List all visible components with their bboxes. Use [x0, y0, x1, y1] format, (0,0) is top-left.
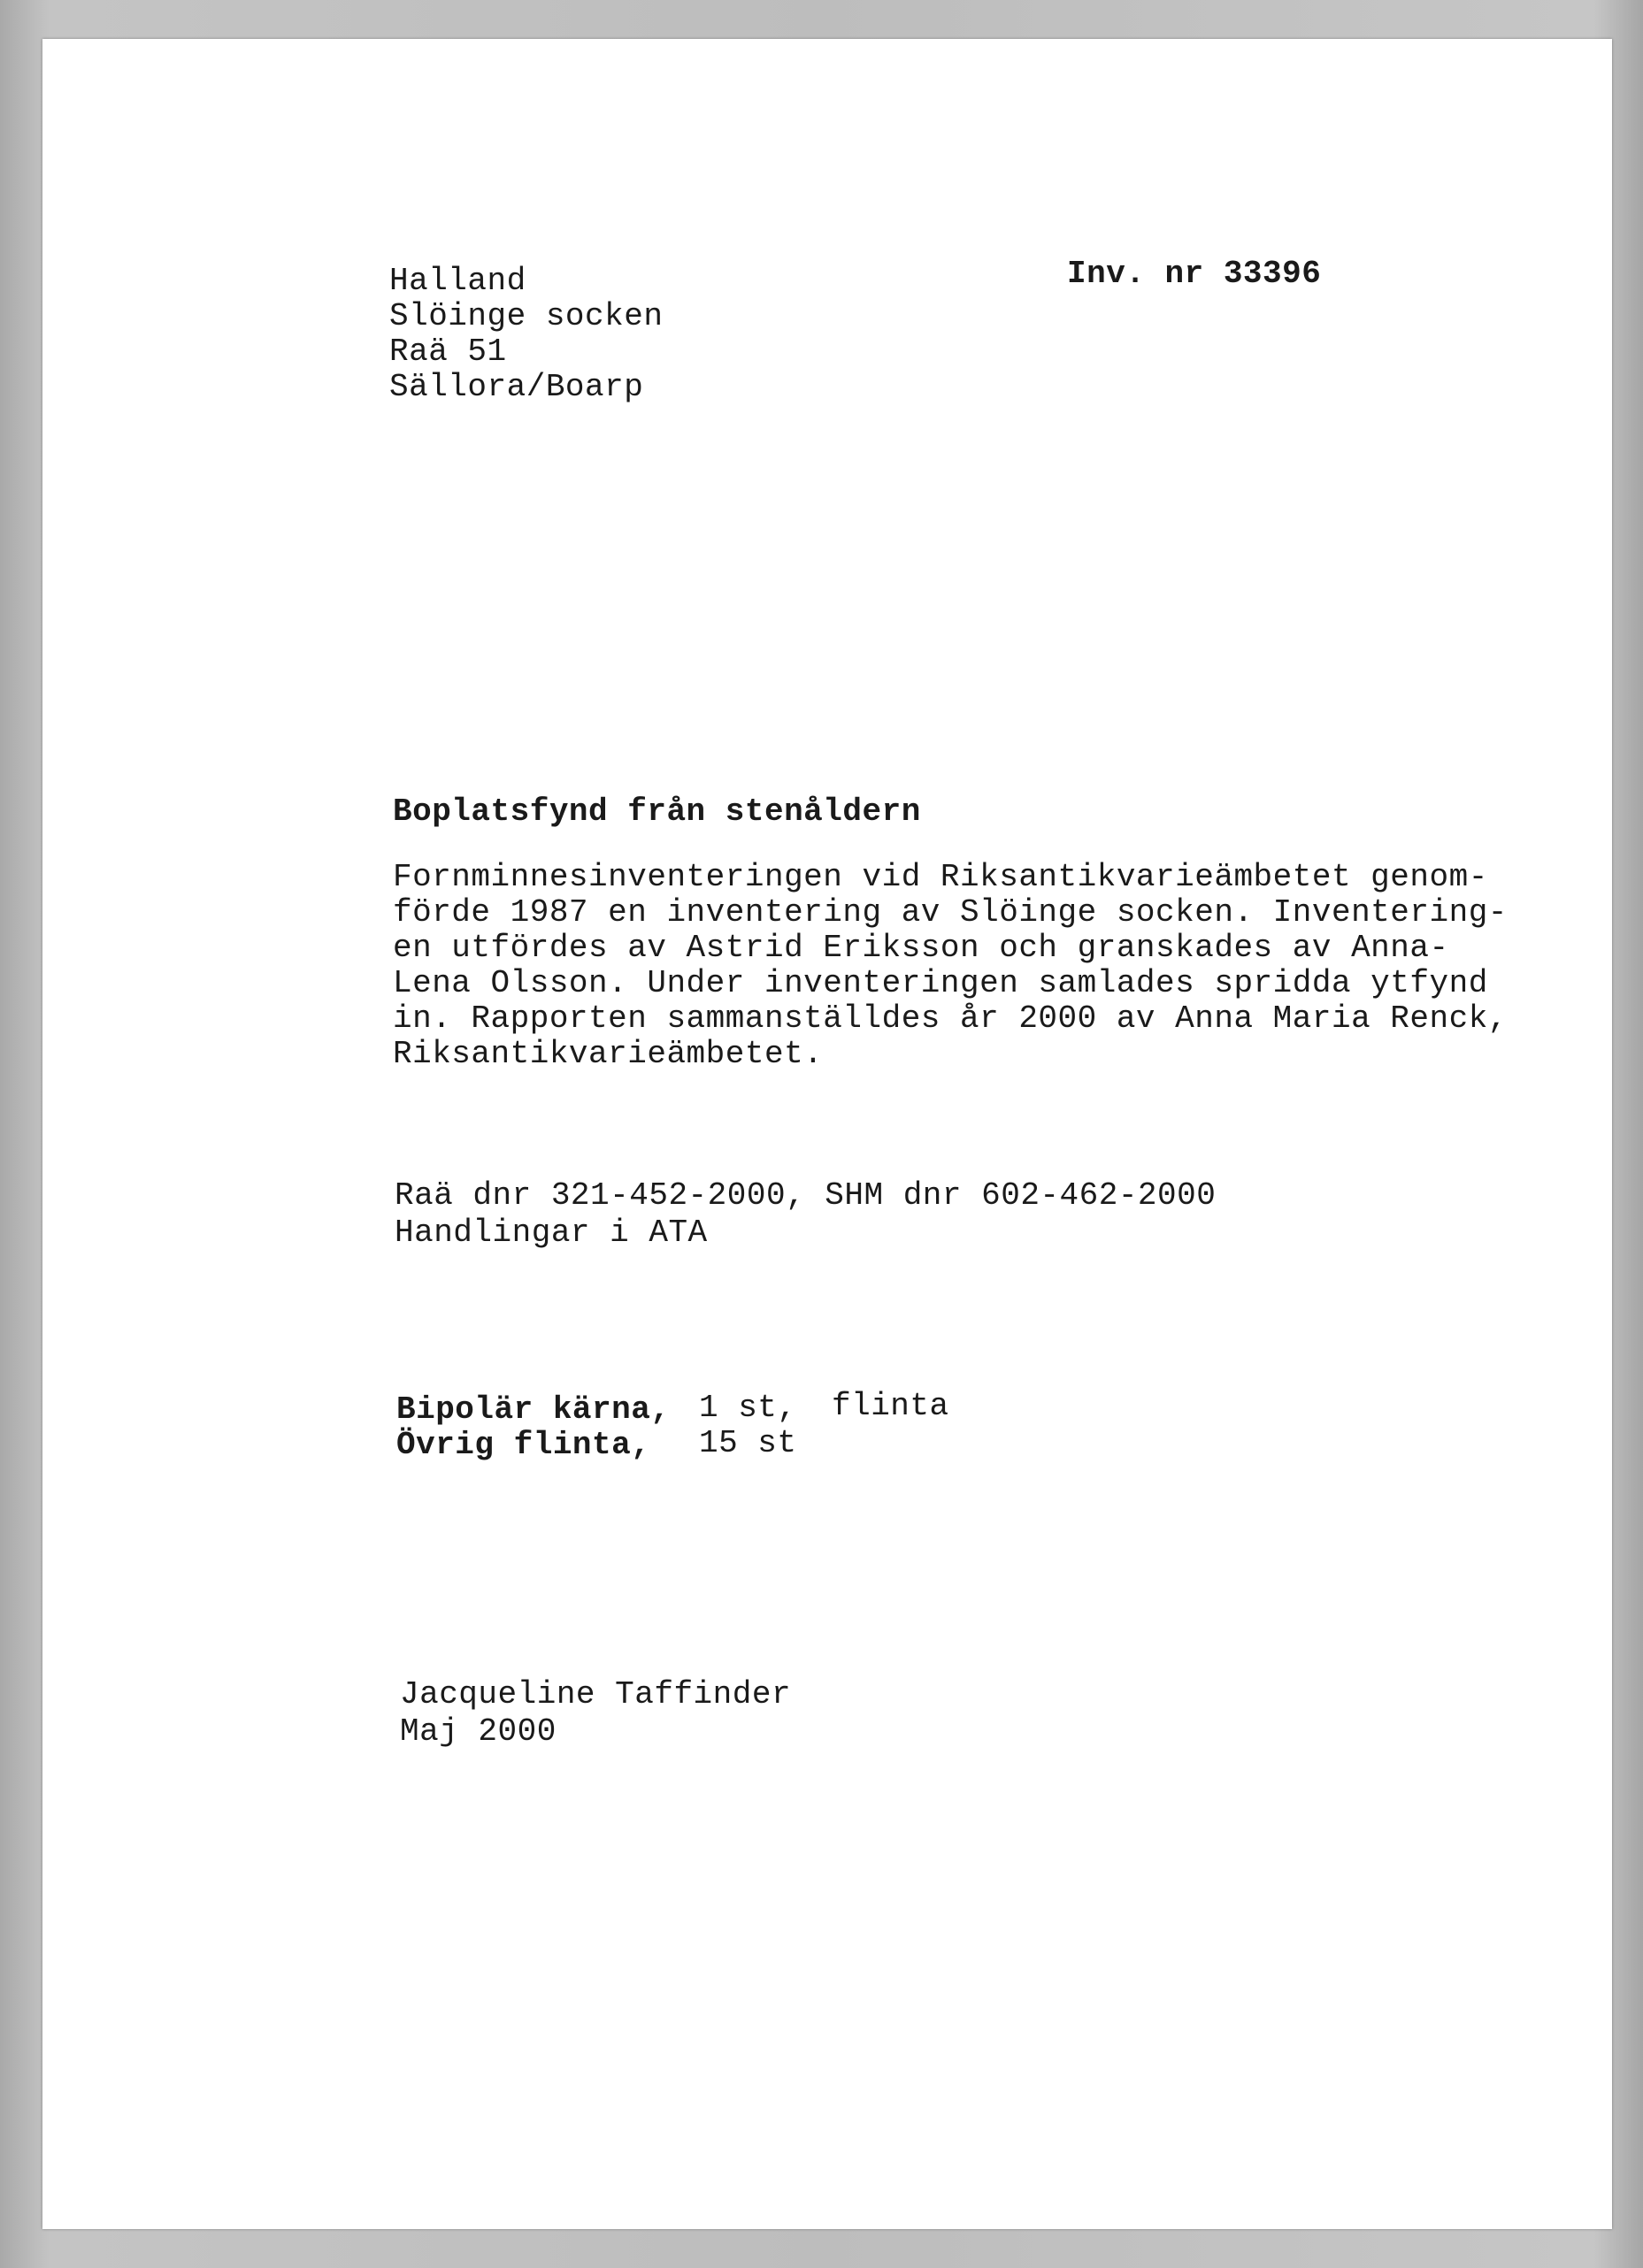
location-line-place: Sällora/Boarp	[389, 369, 644, 405]
signature-name: Jacqueline Taffinder	[400, 1676, 792, 1712]
find-item-1-name: Bipolär kärna,	[396, 1391, 671, 1428]
body-line-2: förde 1987 en inventering av Slöinge socken. Inventering-	[393, 894, 1508, 931]
find-item-1-count: 1 st,	[699, 1390, 797, 1426]
document-title: Boplatsfynd från stenåldern	[393, 793, 921, 830]
inventory-number: Inv. nr 33396	[1067, 256, 1322, 292]
signature-date: Maj 2000	[400, 1713, 557, 1750]
find-item-2-name: Övrig flinta,	[396, 1427, 651, 1463]
body-line-1: Fornminnesinventeringen vid Riksantikvarieämbetet genom-	[393, 859, 1488, 895]
body-line-6: Riksantikvarieämbetet.	[393, 1036, 824, 1072]
find-item-1-material: flinta	[832, 1388, 949, 1424]
location-line-parish: Slöinge socken	[389, 298, 664, 334]
body-line-4: Lena Olsson. Under inventeringen samlades spridda ytfynd	[393, 965, 1488, 1001]
location-line-raa: Raä 51	[389, 333, 507, 370]
reference-diary-numbers: Raä dnr 321-452-2000, SHM dnr 602-462-2000	[395, 1177, 1217, 1214]
body-line-3: en utfördes av Astrid Eriksson och granskades av Anna-	[393, 930, 1449, 966]
location-line-county: Halland	[389, 263, 526, 299]
document-page	[42, 39, 1612, 2229]
find-item-2-count: 15 st	[699, 1425, 797, 1461]
body-line-5: in. Rapporten sammanställdes år 2000 av Anna Maria Renck,	[393, 1000, 1508, 1037]
reference-archive: Handlingar i ATA	[395, 1214, 708, 1251]
